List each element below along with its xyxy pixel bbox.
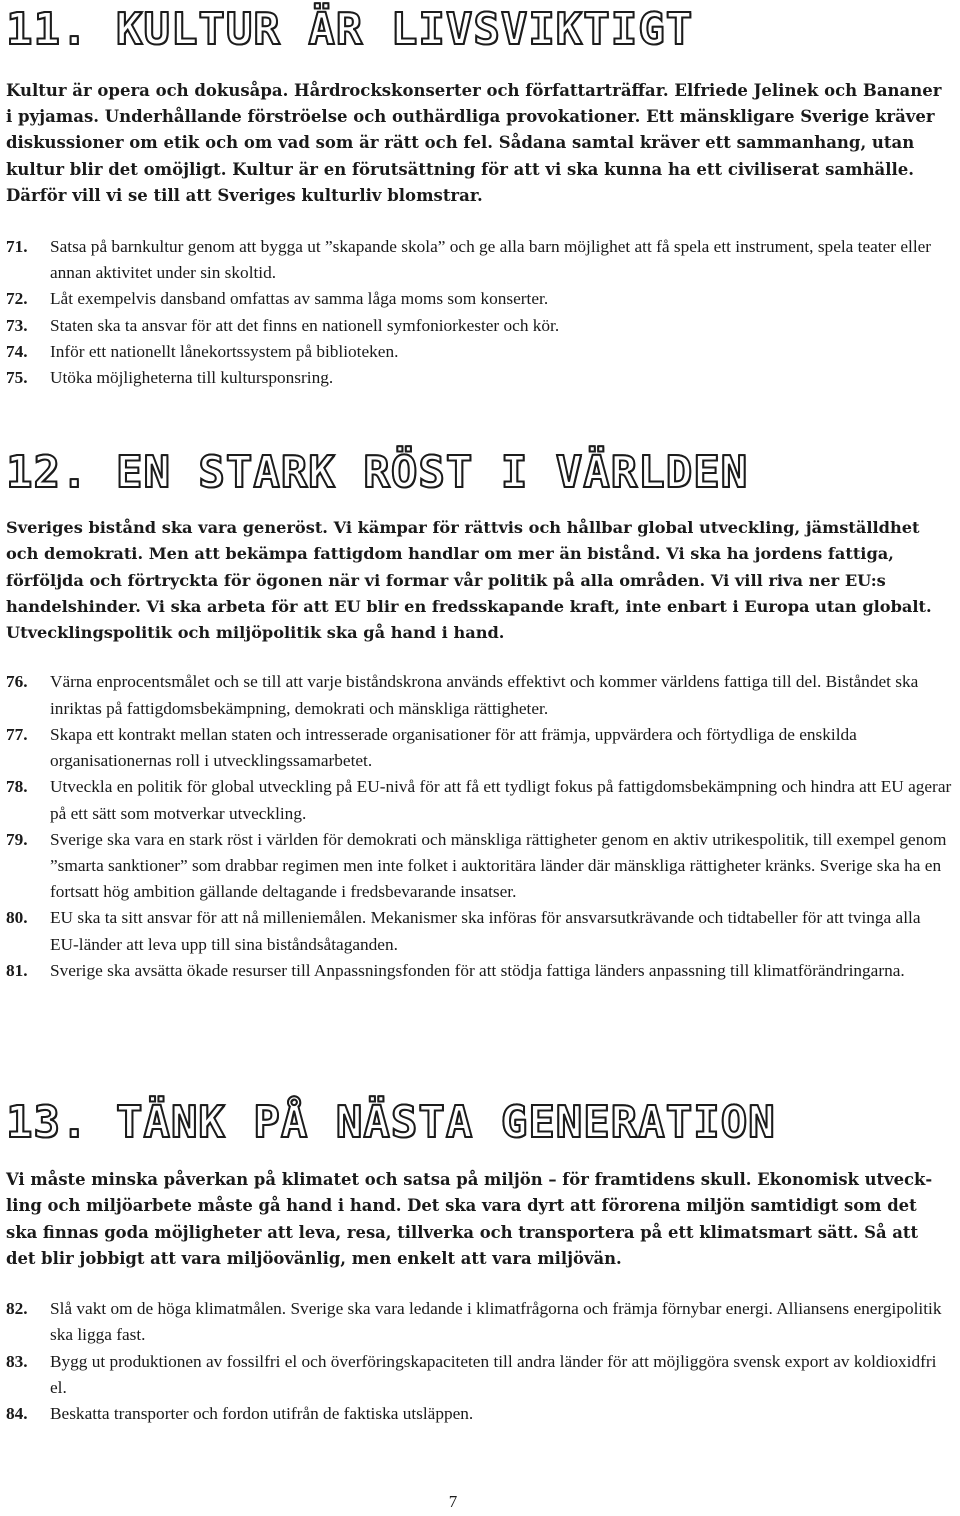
proposal-text: Utöka möjligheterna till kultursponsring. [50,368,334,388]
section-intro: Kultur är opera och dokusåpa. Hårdrockskonserter och författarträffar. Elfriede Jelinek och Bananer i pyjamas. Underhållande förströelse och outhärdliga provokationer. Ett mänskligare Sverige kräver diskussioner om etik och om vad som är rätt och fel. Sådana samtal kräver ett sammanhang, utan kultur blir det omöjligt. Kultur är en förutsättning för att vi ska kunna ha ett civiliserat samhälle. Därför vill vi se till att Sveriges kulturliv blomstrar. [6,81,942,205]
proposal-text: Låt exempelvis dansband omfattas av samma låga moms som konserter. [50,289,549,309]
proposal-item [6,827,952,906]
proposal-list [6,669,952,983]
proposal-number: 71. [6,237,28,257]
proposal-item [6,1296,952,1348]
proposal-item [6,339,952,365]
proposal-number: 72. [6,289,28,309]
proposal-number: 84. [6,1404,28,1423]
proposal-item [6,365,952,391]
section-intro: Sveriges bistånd ska vara generöst. Vi kämpar för rättvis och hållbar global utveckling, jämställdhet och demokrati. Men att bekämpa fattigdom handlar om mer än bistånd. Vi ska ha jordens fattiga, förföljda och förtryckta för ögonen när vi formar vår politik på alla områden. Vi vill riva ner EU:s handelshinder. Vi ska arbeta för att EU blir en fredsskapande kraft, inte enbart i Europa utan globalt. Utvecklingspolitik och miljöpolitik ska gå hand i hand. [6,518,932,643]
proposal-number: 78. [6,777,28,797]
proposal-text: Sverige ska vara en stark röst i världen för demokrati och mänskliga rättigheter genom en aktiv utrikespolitik, till exempel genom ”smarta sanktioner” som drabbar regimen men inte folket i auktoritära länder där mänskliga rättigheter kränks. Sverige ska ha en fortsatt hög ambition gällande deltagande i fredsbevarande insatser. [50,829,947,902]
proposal-item [6,313,952,339]
proposal-item [6,722,952,774]
proposal-item [6,905,952,957]
proposal-text: EU ska ta sitt ansvar för att nå milleniemålen. Mekanismer ska införas för ansvarsutkrävande och tidtabeller för att tvinga alla EU-länder att leva upp till sina biståndsåtaganden. [50,908,921,954]
section-heading: 11. KULTUR ÄR LIVSVIKTIGT [6,4,694,55]
proposal-list [6,1296,952,1427]
proposal-text: Inför ett nationellt lånekortssystem på biblioteken. [50,341,399,361]
proposal-text: Sverige ska avsätta ökade resurser till Anpassningsfonden för att stödja fattiga länders anpassning till klimatförändringarna. [50,960,905,980]
proposal-text: Staten ska ta ansvar för att det finns en nationell symfoniorkester och kör. [50,315,560,335]
proposal-number: 79. [6,829,28,849]
proposal-text: Skapa ett kontrakt mellan staten och intresserade organisationer för att främja, uppvärdera och förtydliga de enskilda organisationernas roll i utvecklingssamarbetet. [50,724,857,771]
proposal-number: 77. [6,724,28,744]
proposal-item [6,286,952,312]
proposal-number: 76. [6,672,28,692]
section-heading: 12. EN STARK RÖST I VÄRLDEN [6,447,749,498]
proposal-item [6,1401,952,1427]
proposal-item [6,958,952,984]
proposal-text: Beskatta transporter och fordon utifrån de faktiska utsläppen. [50,1404,474,1423]
section-nasta-generation [6,1095,952,1427]
proposal-item [6,234,952,286]
proposal-number: 81. [6,960,28,980]
proposal-number: 83. [6,1351,28,1371]
proposal-item [6,774,952,826]
section-varlden [6,445,952,984]
proposal-number: 80. [6,908,28,928]
section-intro: Vi måste minska påverkan på klimatet och satsa på miljön – för framtidens skull. Ekonomisk utveckling och miljöarbete måste gå hand i hand. Det ska vara dyrt att förorena miljön samtidigt som det ska finnas goda möjligheter att leva, resa, tillverka och transportera på ett klimatsmart sätt. Så att det blir jobbigt att vara miljöovänlig, men enkelt att vara miljövän. [6,1170,933,1268]
proposal-text: Värna enprocentsmålet och se till att varje biståndskrona används effektivt och kommer världens fattiga till del. Biståndet ska inriktas på fattigdomsbekämpning, demokrati och mänskliga rättigheter. [50,672,919,718]
proposal-text: Slå vakt om de höga klimatmålen. Sverige ska vara ledande i klimatfrågorna och främja förnybar energi. Alliansens energipolitik ska ligga fast. [50,1299,942,1345]
proposal-number: 73. [6,315,28,335]
proposal-text: Bygg ut produktionen av fossilfri el och överföringskapaciteten till andra länder för att möjliggöra svensk export av koldioxidfri el. [50,1351,937,1397]
section-kultur [6,2,952,391]
proposal-number: 82. [6,1299,28,1319]
proposal-number: 75. [6,368,28,388]
proposal-item [6,1349,952,1401]
section-heading: 13. TÄNK PÅ NÄSTA GENERATION [6,1097,776,1148]
proposal-number: 74. [6,341,28,361]
proposal-item [6,669,952,721]
page-number: 7 [448,1492,458,1511]
proposal-text: Satsa på barnkultur genom att bygga ut ”skapande skola” och ge alla barn möjlighet att få spela ett instrument, spela teater eller annan aktivitet under sin skoltid. [50,237,932,283]
proposal-text: Utveckla en politik för global utveckling på EU-nivå för att få ett tydligt fokus på fattigdomsbekämpning och hindra att EU agerar på ett sätt som motverkar utveckling. [50,777,952,823]
proposal-list [6,234,952,391]
